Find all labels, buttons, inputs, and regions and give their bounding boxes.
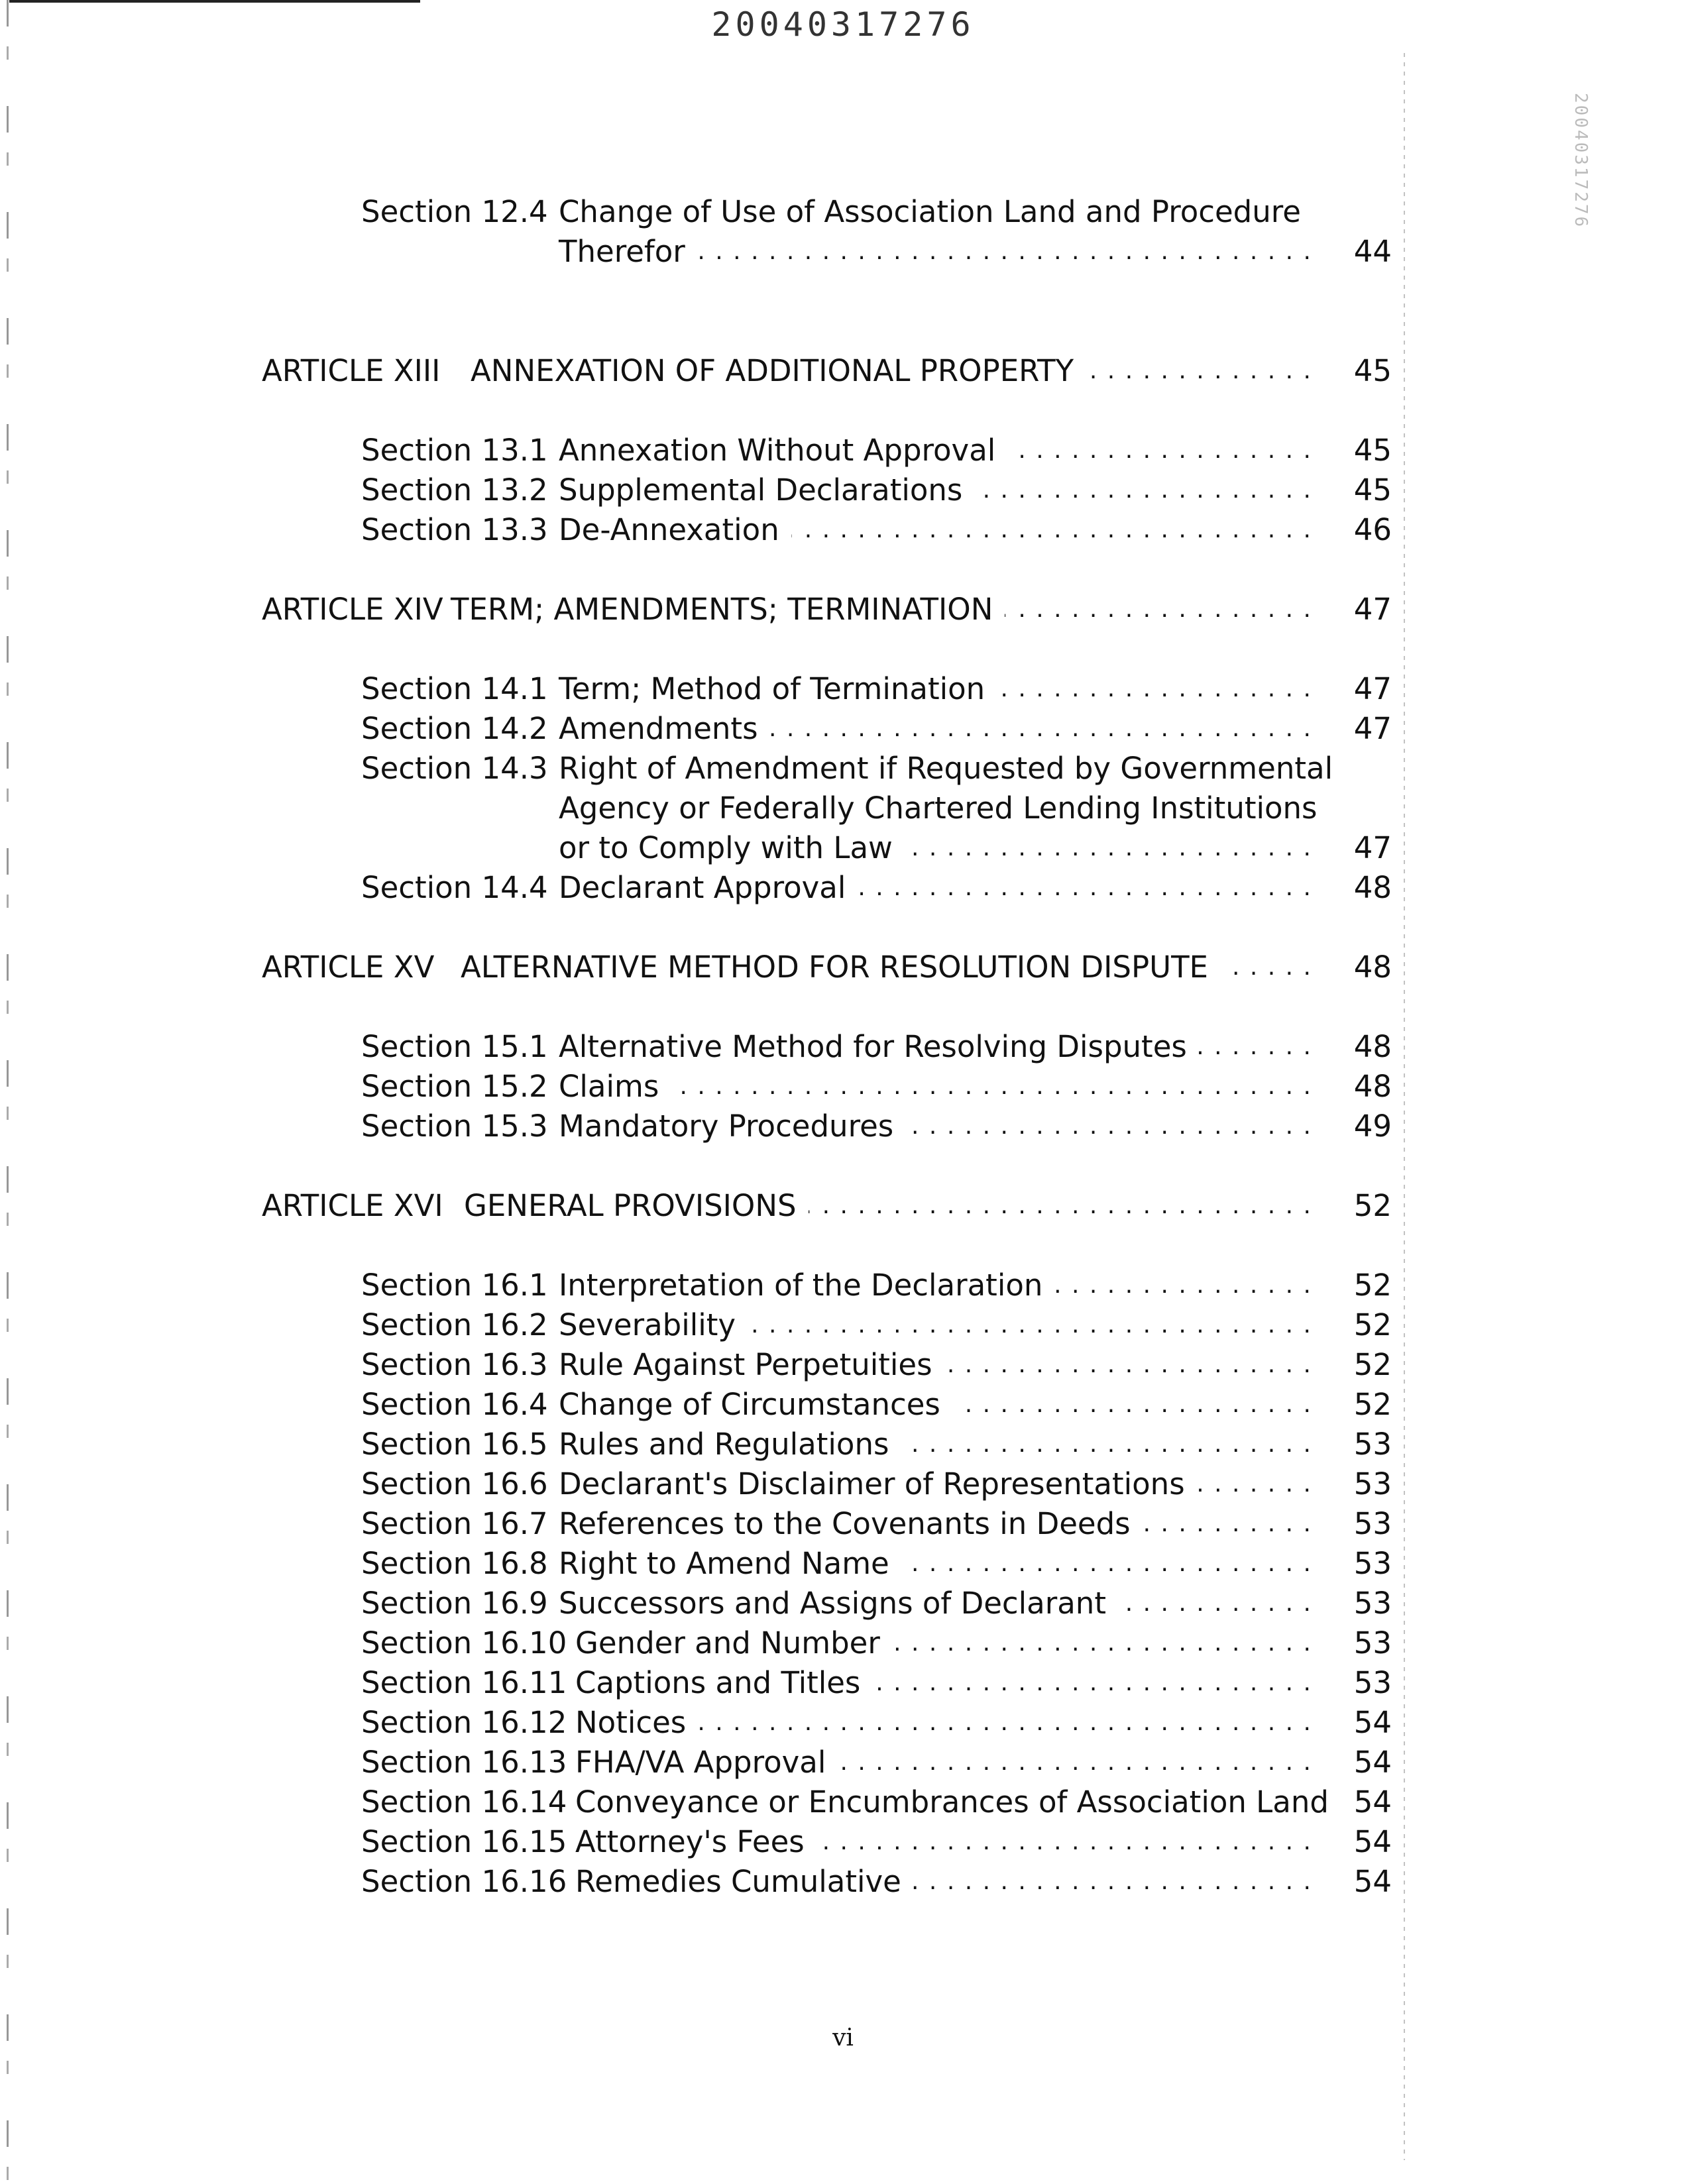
toc-section-row [0, 1107, 1686, 1146]
toc-section-row [0, 1464, 1686, 1504]
toc-entry-page: 54 [1353, 1824, 1392, 1859]
toc-entry-title: Mandatory Procedures [559, 1109, 894, 1144]
toc-article-row [0, 1186, 1686, 1226]
toc-leader-dots [1220, 948, 1312, 987]
toc-leader-dots [1143, 1504, 1312, 1544]
toc-entry-page: 54 [1353, 1864, 1392, 1899]
toc-section-row [0, 1862, 1686, 1902]
toc-entry-title: GENERAL PROVISIONS [464, 1188, 797, 1223]
toc-entry-title: Rules and Regulations [559, 1427, 889, 1462]
footer-page-number: vi [832, 2024, 854, 2051]
toc-section-row [0, 192, 1686, 232]
toc-section-row [0, 1305, 1686, 1345]
toc-section-row [0, 709, 1686, 749]
toc-leader-dots [809, 1186, 1312, 1226]
toc-entry-page: 49 [1353, 1109, 1392, 1144]
toc-section-row [0, 1782, 1686, 1822]
toc-entry-title: or to Comply with Law [559, 830, 893, 865]
toc-entry-page: 53 [1353, 1466, 1392, 1502]
toc-entry-page: 53 [1353, 1506, 1392, 1541]
toc-entry-title: Supplemental Declarations [559, 472, 963, 508]
toc-leader-dots [905, 1107, 1312, 1146]
toc-entry-page: 46 [1353, 512, 1392, 547]
toc-entry-page: 47 [1353, 671, 1392, 706]
toc-section-row [0, 1822, 1686, 1862]
toc-entry-title: Notices [575, 1705, 687, 1740]
toc-entry-title: Change of Use of Association Land and Procedure [559, 194, 1301, 229]
toc-entry-label: Section 13.3 [361, 512, 548, 547]
toc-section-row [0, 510, 1686, 550]
toc-entry-label: Section 15.2 [361, 1069, 548, 1104]
toc-entry-title: ANNEXATION OF ADDITIONAL PROPERTY [471, 353, 1074, 388]
toc-section-row [0, 868, 1686, 908]
toc-entry-label: Section 16.11 [361, 1665, 567, 1700]
toc-leader-dots [1086, 351, 1312, 391]
toc-entry-label: Section 16.14 [361, 1784, 567, 1820]
toc-entry-page: 54 [1353, 1745, 1392, 1780]
toc-leader-dots [997, 669, 1312, 709]
toc-entry-page: 52 [1353, 1307, 1392, 1342]
toc-entry-label: Section 16.9 [361, 1586, 548, 1621]
toc-entry-label: Section 12.4 [361, 194, 548, 229]
toc-entry-label: Section 16.8 [361, 1546, 548, 1581]
toc-entry-label: ARTICLE XIII [262, 353, 441, 388]
toc-section-row [0, 1504, 1686, 1544]
toc-entry-title: De-Annexation [559, 512, 779, 547]
toc-article-row [0, 590, 1686, 629]
toc-leader-dots [872, 1663, 1312, 1703]
toc-section-row [0, 431, 1686, 470]
toc-leader-dots [838, 1743, 1312, 1782]
toc-section-row [0, 1623, 1686, 1663]
toc-section-row [0, 1425, 1686, 1464]
toc-entry-page: 45 [1353, 472, 1392, 508]
toc-entry-title: Declarant Approval [559, 870, 846, 905]
toc-entry-title: ALTERNATIVE METHOD FOR RESOLUTION DISPUTE [461, 950, 1208, 985]
toc-entry-page: 54 [1353, 1784, 1392, 1820]
toc-article-row [0, 948, 1686, 987]
toc-entry-page: 47 [1353, 830, 1392, 865]
toc-leader-dots [1005, 590, 1312, 629]
toc-entry-label: Section 16.2 [361, 1307, 548, 1342]
toc-entry-title: Successors and Assigns of Declarant [559, 1586, 1106, 1621]
toc-entry-title: Change of Circumstances [559, 1387, 940, 1422]
toc-entry-title: Attorney's Fees [575, 1824, 805, 1859]
toc-entry-label: ARTICLE XIV [262, 592, 443, 627]
toc-entry-title: Rule Against Perpetuities [559, 1347, 932, 1382]
toc-section-row [0, 1266, 1686, 1305]
toc-entry-title: Gender and Number [575, 1625, 880, 1661]
toc-leader-dots [1197, 1464, 1312, 1504]
document-number: 20040317276 [711, 5, 975, 44]
toc-leader-dots [698, 1703, 1312, 1743]
toc-entry-label: Section 15.1 [361, 1029, 548, 1064]
toc-entry-label: Section 16.10 [361, 1625, 567, 1661]
toc-entry-title: TERM; AMENDMENTS; TERMINATION [451, 592, 993, 627]
toc-leader-dots [952, 1385, 1312, 1425]
toc-section-row [0, 1067, 1686, 1107]
toc-section-row [0, 1663, 1686, 1703]
toc-section-row [0, 1345, 1686, 1385]
toc-entry-label: Section 14.4 [361, 870, 548, 905]
toc-section-row [0, 669, 1686, 709]
toc-leader-dots [974, 470, 1312, 510]
toc-entry-title: Remedies Cumulative [575, 1864, 901, 1899]
toc-section-row [0, 232, 1686, 272]
toc-entry-label: Section 16.13 [361, 1745, 567, 1780]
toc-leader-dots [1054, 1266, 1312, 1305]
toc-entry-label: Section 14.1 [361, 671, 548, 706]
toc-section-row [0, 789, 1686, 828]
toc-entry-page: 45 [1353, 353, 1392, 388]
toc-entry-page: 48 [1353, 1029, 1392, 1064]
toc-entry-page: 45 [1353, 433, 1392, 468]
toc-entry-label: Section 16.5 [361, 1427, 548, 1462]
toc-entry-title: Severability [559, 1307, 736, 1342]
toc-entry-title: References to the Covenants in Deeds [559, 1506, 1131, 1541]
toc-entry-page: 53 [1353, 1427, 1392, 1462]
toc-section-row [0, 1584, 1686, 1623]
toc-entry-title: Captions and Titles [575, 1665, 861, 1700]
toc-entry-label: Section 14.2 [361, 711, 548, 746]
toc-leader-dots [697, 232, 1312, 272]
toc-entry-title: Annexation Without Approval [559, 433, 996, 468]
toc-entry-page: 52 [1353, 1387, 1392, 1422]
toc-entry-page: 52 [1353, 1188, 1392, 1223]
toc-leader-dots [913, 1862, 1312, 1902]
toc-entry-title: Right to Amend Name [559, 1546, 889, 1581]
toc-entry-page: 53 [1353, 1586, 1392, 1621]
toc-entry-page: 53 [1353, 1625, 1392, 1661]
toc-entry-label: Section 16.16 [361, 1864, 567, 1899]
toc-entry-page: 54 [1353, 1705, 1392, 1740]
toc-leader-dots [1007, 431, 1312, 470]
toc-entry-label: ARTICLE XV [262, 950, 435, 985]
toc-entry-page: 53 [1353, 1546, 1392, 1581]
toc-section-row [0, 1544, 1686, 1584]
toc-section-row [0, 749, 1686, 789]
toc-leader-dots [1118, 1584, 1312, 1623]
toc-entry-page: 48 [1353, 1069, 1392, 1104]
toc-section-row [0, 1743, 1686, 1782]
toc-entry-page: 48 [1353, 950, 1392, 985]
toc-section-row [0, 470, 1686, 510]
toc-entry-page: 52 [1353, 1347, 1392, 1382]
toc-leader-dots [901, 1425, 1312, 1464]
toc-entry-title: Declarant's Disclaimer of Representations [559, 1466, 1185, 1502]
toc-entry-title: Right of Amendment if Requested by Governmental [559, 751, 1333, 786]
toc-entry-label: Section 16.7 [361, 1506, 548, 1541]
toc-entry-title: FHA/VA Approval [575, 1745, 826, 1780]
toc-entry-label: Section 16.1 [361, 1268, 548, 1303]
toc-leader-dots [892, 1623, 1312, 1663]
toc-entry-title: Agency or Federally Chartered Lending Institutions [559, 791, 1318, 826]
toc-entry-title: Amendments [559, 711, 758, 746]
toc-leader-dots [858, 868, 1312, 908]
toc-leader-dots [770, 709, 1312, 749]
toc-entry-page: 53 [1353, 1665, 1392, 1700]
toc-article-row [0, 351, 1686, 391]
toc-entry-label: Section 13.2 [361, 472, 548, 508]
toc-section-row [0, 1385, 1686, 1425]
toc-entry-title: Alternative Method for Resolving Disputes [559, 1029, 1187, 1064]
toc-entry-label: Section 16.4 [361, 1387, 548, 1422]
toc-entry-label: Section 14.3 [361, 751, 548, 786]
toc-section-row [0, 828, 1686, 868]
toc-entry-title: Term; Method of Termination [559, 671, 985, 706]
toc-entry-label: Section 13.1 [361, 433, 548, 468]
toc-leader-dots [748, 1305, 1312, 1345]
toc-entry-page: 52 [1353, 1268, 1392, 1303]
toc-entry-page: 48 [1353, 870, 1392, 905]
toc-entry-label: Section 15.3 [361, 1109, 548, 1144]
toc-entry-label: Section 16.12 [361, 1705, 567, 1740]
toc-leader-dots [905, 828, 1312, 868]
toc-entry-label: Section 16.15 [361, 1824, 567, 1859]
toc-entry-label: Section 16.6 [361, 1466, 548, 1502]
toc-leader-dots [944, 1345, 1312, 1385]
toc-entry-page: 47 [1353, 592, 1392, 627]
toc-entry-title: Claims [559, 1069, 659, 1104]
toc-leader-dots [901, 1544, 1312, 1584]
toc-entry-title: Conveyance or Encumbrances of Association Land [575, 1784, 1329, 1820]
toc-entry-page: 47 [1353, 711, 1392, 746]
top-rule [9, 0, 420, 3]
toc-section-row [0, 1027, 1686, 1067]
side-stamp: 20040317276 [1571, 93, 1591, 229]
toc-entry-title: Therefor [559, 234, 685, 269]
toc-entry-title: Interpretation of the Declaration [559, 1268, 1043, 1303]
toc-entry-label: Section 16.3 [361, 1347, 548, 1382]
toc-section-row [0, 1703, 1686, 1743]
toc-leader-dots [1199, 1027, 1312, 1067]
toc-leader-dots [791, 510, 1312, 550]
toc-leader-dots [671, 1067, 1312, 1107]
toc-entry-label: ARTICLE XVI [262, 1188, 443, 1223]
toc-leader-dots [816, 1822, 1312, 1862]
toc-entry-page: 44 [1353, 234, 1392, 269]
